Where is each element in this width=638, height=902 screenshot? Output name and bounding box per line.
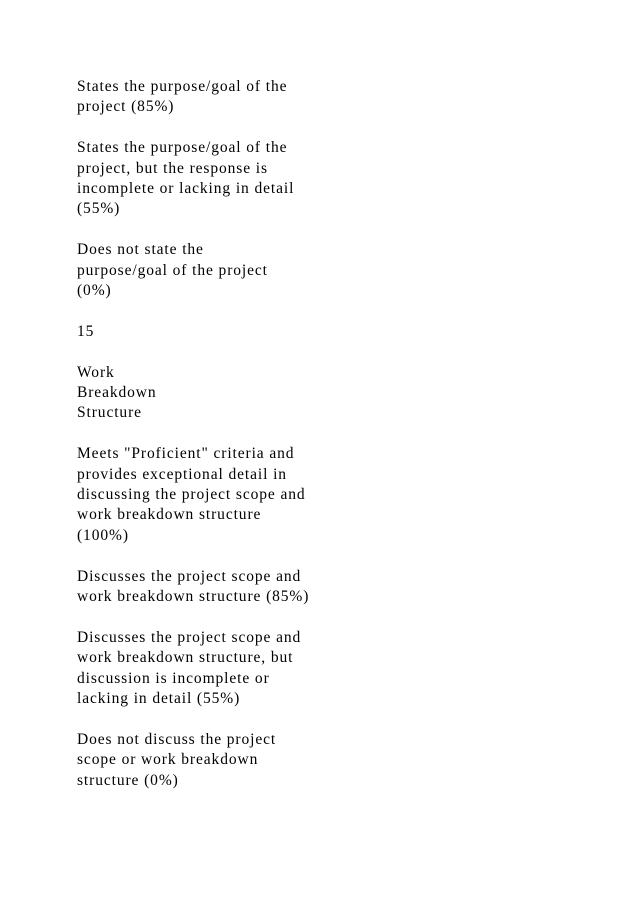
text-line: purpose/goal of the project <box>77 261 268 279</box>
text-line: Discusses the project scope and <box>77 567 302 585</box>
rubric-not-evident-wbs <box>77 730 557 791</box>
text-line: States the purpose/goal of the <box>77 78 288 95</box>
text-line: Meets "Proficient" criteria and <box>77 445 295 463</box>
text-line: Breakdown <box>77 384 157 402</box>
text-line: (0%) <box>77 282 112 300</box>
text-line: incomplete or lacking in detail <box>77 180 295 198</box>
rubric-exemplary-wbs <box>77 444 557 546</box>
text-line: project, but the response is <box>77 159 268 177</box>
rubric-not-evident-purpose <box>77 240 557 301</box>
text-line: (100%) <box>77 526 129 544</box>
rubric-value <box>77 322 557 342</box>
text-line: Discusses the project scope and <box>77 628 302 646</box>
text-line: lacking in detail (55%) <box>77 690 241 708</box>
rubric-proficient-purpose <box>77 77 557 118</box>
text-line: project (85%) <box>77 98 175 116</box>
text-line: Does not discuss the project <box>77 730 277 748</box>
text-line: work breakdown structure, but <box>77 649 294 667</box>
rubric-needs-improvement-wbs <box>77 628 557 710</box>
text-line: work breakdown structure <box>77 506 262 524</box>
text-line: Work <box>77 363 115 381</box>
rubric-proficient-wbs <box>77 567 557 608</box>
text-line: States the purpose/goal of the <box>77 139 288 157</box>
text-line: structure (0%) <box>77 771 179 789</box>
text-line: (55%) <box>77 200 121 218</box>
text-line: Structure <box>77 404 142 422</box>
text-line: scope or work breakdown <box>77 751 259 769</box>
text-line: discussing the project scope and <box>77 486 306 504</box>
text-line: 15 <box>77 322 95 340</box>
rubric-needs-improvement-purpose <box>77 138 557 220</box>
text-line: provides exceptional detail in <box>77 465 287 483</box>
criterion-title <box>77 363 557 424</box>
text-line: work breakdown structure (85%) <box>77 588 310 606</box>
text-line: discussion is incomplete or <box>77 669 270 687</box>
document-body <box>77 77 557 811</box>
text-line: Does not state the <box>77 241 204 259</box>
